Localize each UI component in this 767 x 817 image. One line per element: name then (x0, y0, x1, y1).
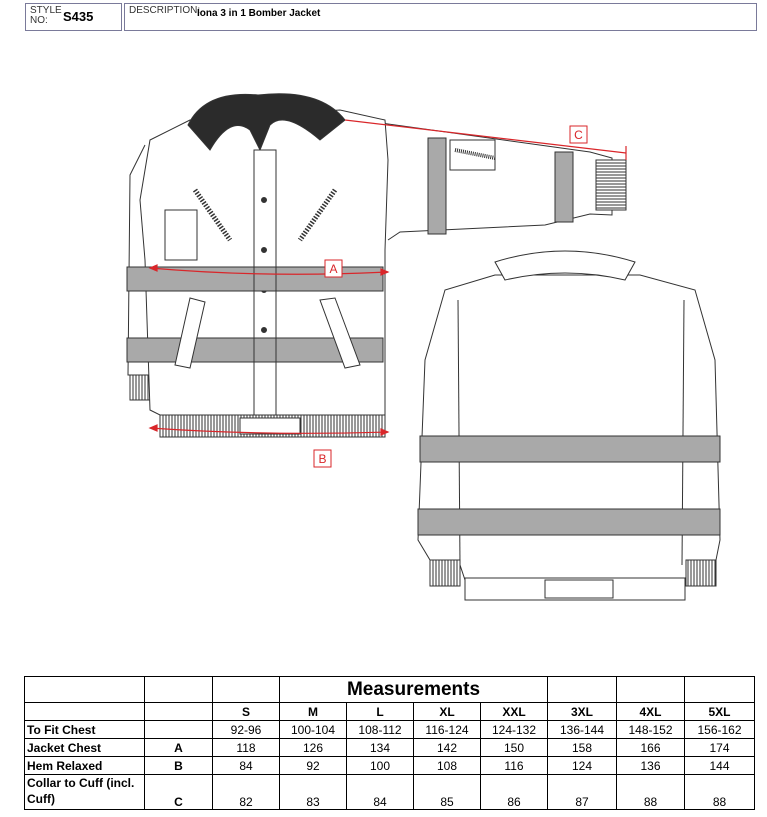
table-cell: 148-152 (617, 721, 685, 739)
table-cell: 150 (481, 739, 548, 757)
size-header: 3XL (548, 703, 617, 721)
table-cell: 108-112 (347, 721, 414, 739)
button-1 (262, 198, 267, 203)
row-code (145, 721, 213, 739)
table-cell: 92-96 (213, 721, 280, 739)
measure-arrow-b-left (150, 425, 157, 431)
table-cell: 83 (280, 775, 347, 810)
row-code: A (145, 739, 213, 757)
style-number-value: S435 (63, 9, 94, 24)
row-code: C (145, 775, 213, 810)
button-4 (262, 328, 267, 333)
description-label: DESCRIPTION: (129, 5, 201, 16)
table-row (25, 721, 755, 739)
size-header: 4XL (617, 703, 685, 721)
back-band-upper (420, 436, 720, 462)
table-cell: 116-124 (414, 721, 481, 739)
measure-label-b: B (318, 452, 327, 466)
size-header: S (213, 703, 280, 721)
table-cell: 118 (213, 739, 280, 757)
style-number-label: STYLE NO: (30, 5, 62, 26)
measure-arrow-b-right (381, 429, 388, 435)
table-row (25, 757, 755, 775)
table-cell: 100-104 (280, 721, 347, 739)
size-header-row (25, 703, 755, 721)
table-cell: 88 (685, 775, 755, 810)
back-band-lower (418, 509, 720, 535)
back-cuff-left (430, 560, 460, 586)
back-cuff-right (686, 560, 716, 586)
table-cell: 134 (347, 739, 414, 757)
placket-band-lower (254, 338, 276, 362)
table-cell: 84 (213, 757, 280, 775)
table-cell: 136 (617, 757, 685, 775)
table-row (25, 739, 755, 757)
table-row (25, 775, 755, 810)
size-header: XXL (481, 703, 548, 721)
table-cell: 166 (617, 739, 685, 757)
measure-arrow-a-right (381, 269, 388, 275)
table-cell: 174 (685, 739, 755, 757)
front-hem-tab (240, 418, 300, 434)
placket-band-upper (254, 267, 276, 291)
table-cell: 82 (213, 775, 280, 810)
row-label: Hem Relaxed (25, 757, 145, 775)
table-cell: 124-132 (481, 721, 548, 739)
table-cell: 144 (685, 757, 755, 775)
phone-pocket (165, 210, 197, 260)
row-label: Collar to Cuff (incl. Cuff) (25, 775, 145, 810)
table-cell: 84 (347, 775, 414, 810)
back-hem-tab (545, 580, 613, 598)
table-cell: 85 (414, 775, 481, 810)
measure-label-a: A (329, 262, 338, 276)
button-2 (262, 248, 267, 253)
table-cell: 136-144 (548, 721, 617, 739)
row-code: B (145, 757, 213, 775)
table-cell: 142 (414, 739, 481, 757)
table-cell: 108 (414, 757, 481, 775)
table-cell: 87 (548, 775, 617, 810)
back-view (418, 251, 720, 600)
table-cell: 126 (280, 739, 347, 757)
table-cell: 86 (481, 775, 548, 810)
size-header: XL (414, 703, 481, 721)
size-header: L (347, 703, 414, 721)
sleeve-band-1 (428, 138, 446, 234)
table-cell: 88 (617, 775, 685, 810)
table-cell: 100 (347, 757, 414, 775)
table-cell: 124 (548, 757, 617, 775)
table-cell: 116 (481, 757, 548, 775)
table-cell: 156-162 (685, 721, 755, 739)
size-header: 5XL (685, 703, 755, 721)
measurements-table (24, 676, 755, 810)
row-label: To Fit Chest (25, 721, 145, 739)
table-cell: 92 (280, 757, 347, 775)
measurements-title: Measurements (280, 677, 548, 703)
front-cuff (596, 160, 626, 210)
description-value: Iona 3 in 1 Bomber Jacket (197, 8, 321, 19)
measure-label-c: C (574, 128, 583, 142)
size-header: M (280, 703, 347, 721)
row-label: Jacket Chest (25, 739, 145, 757)
table-cell: 158 (548, 739, 617, 757)
sleeve-band-2 (555, 152, 573, 222)
